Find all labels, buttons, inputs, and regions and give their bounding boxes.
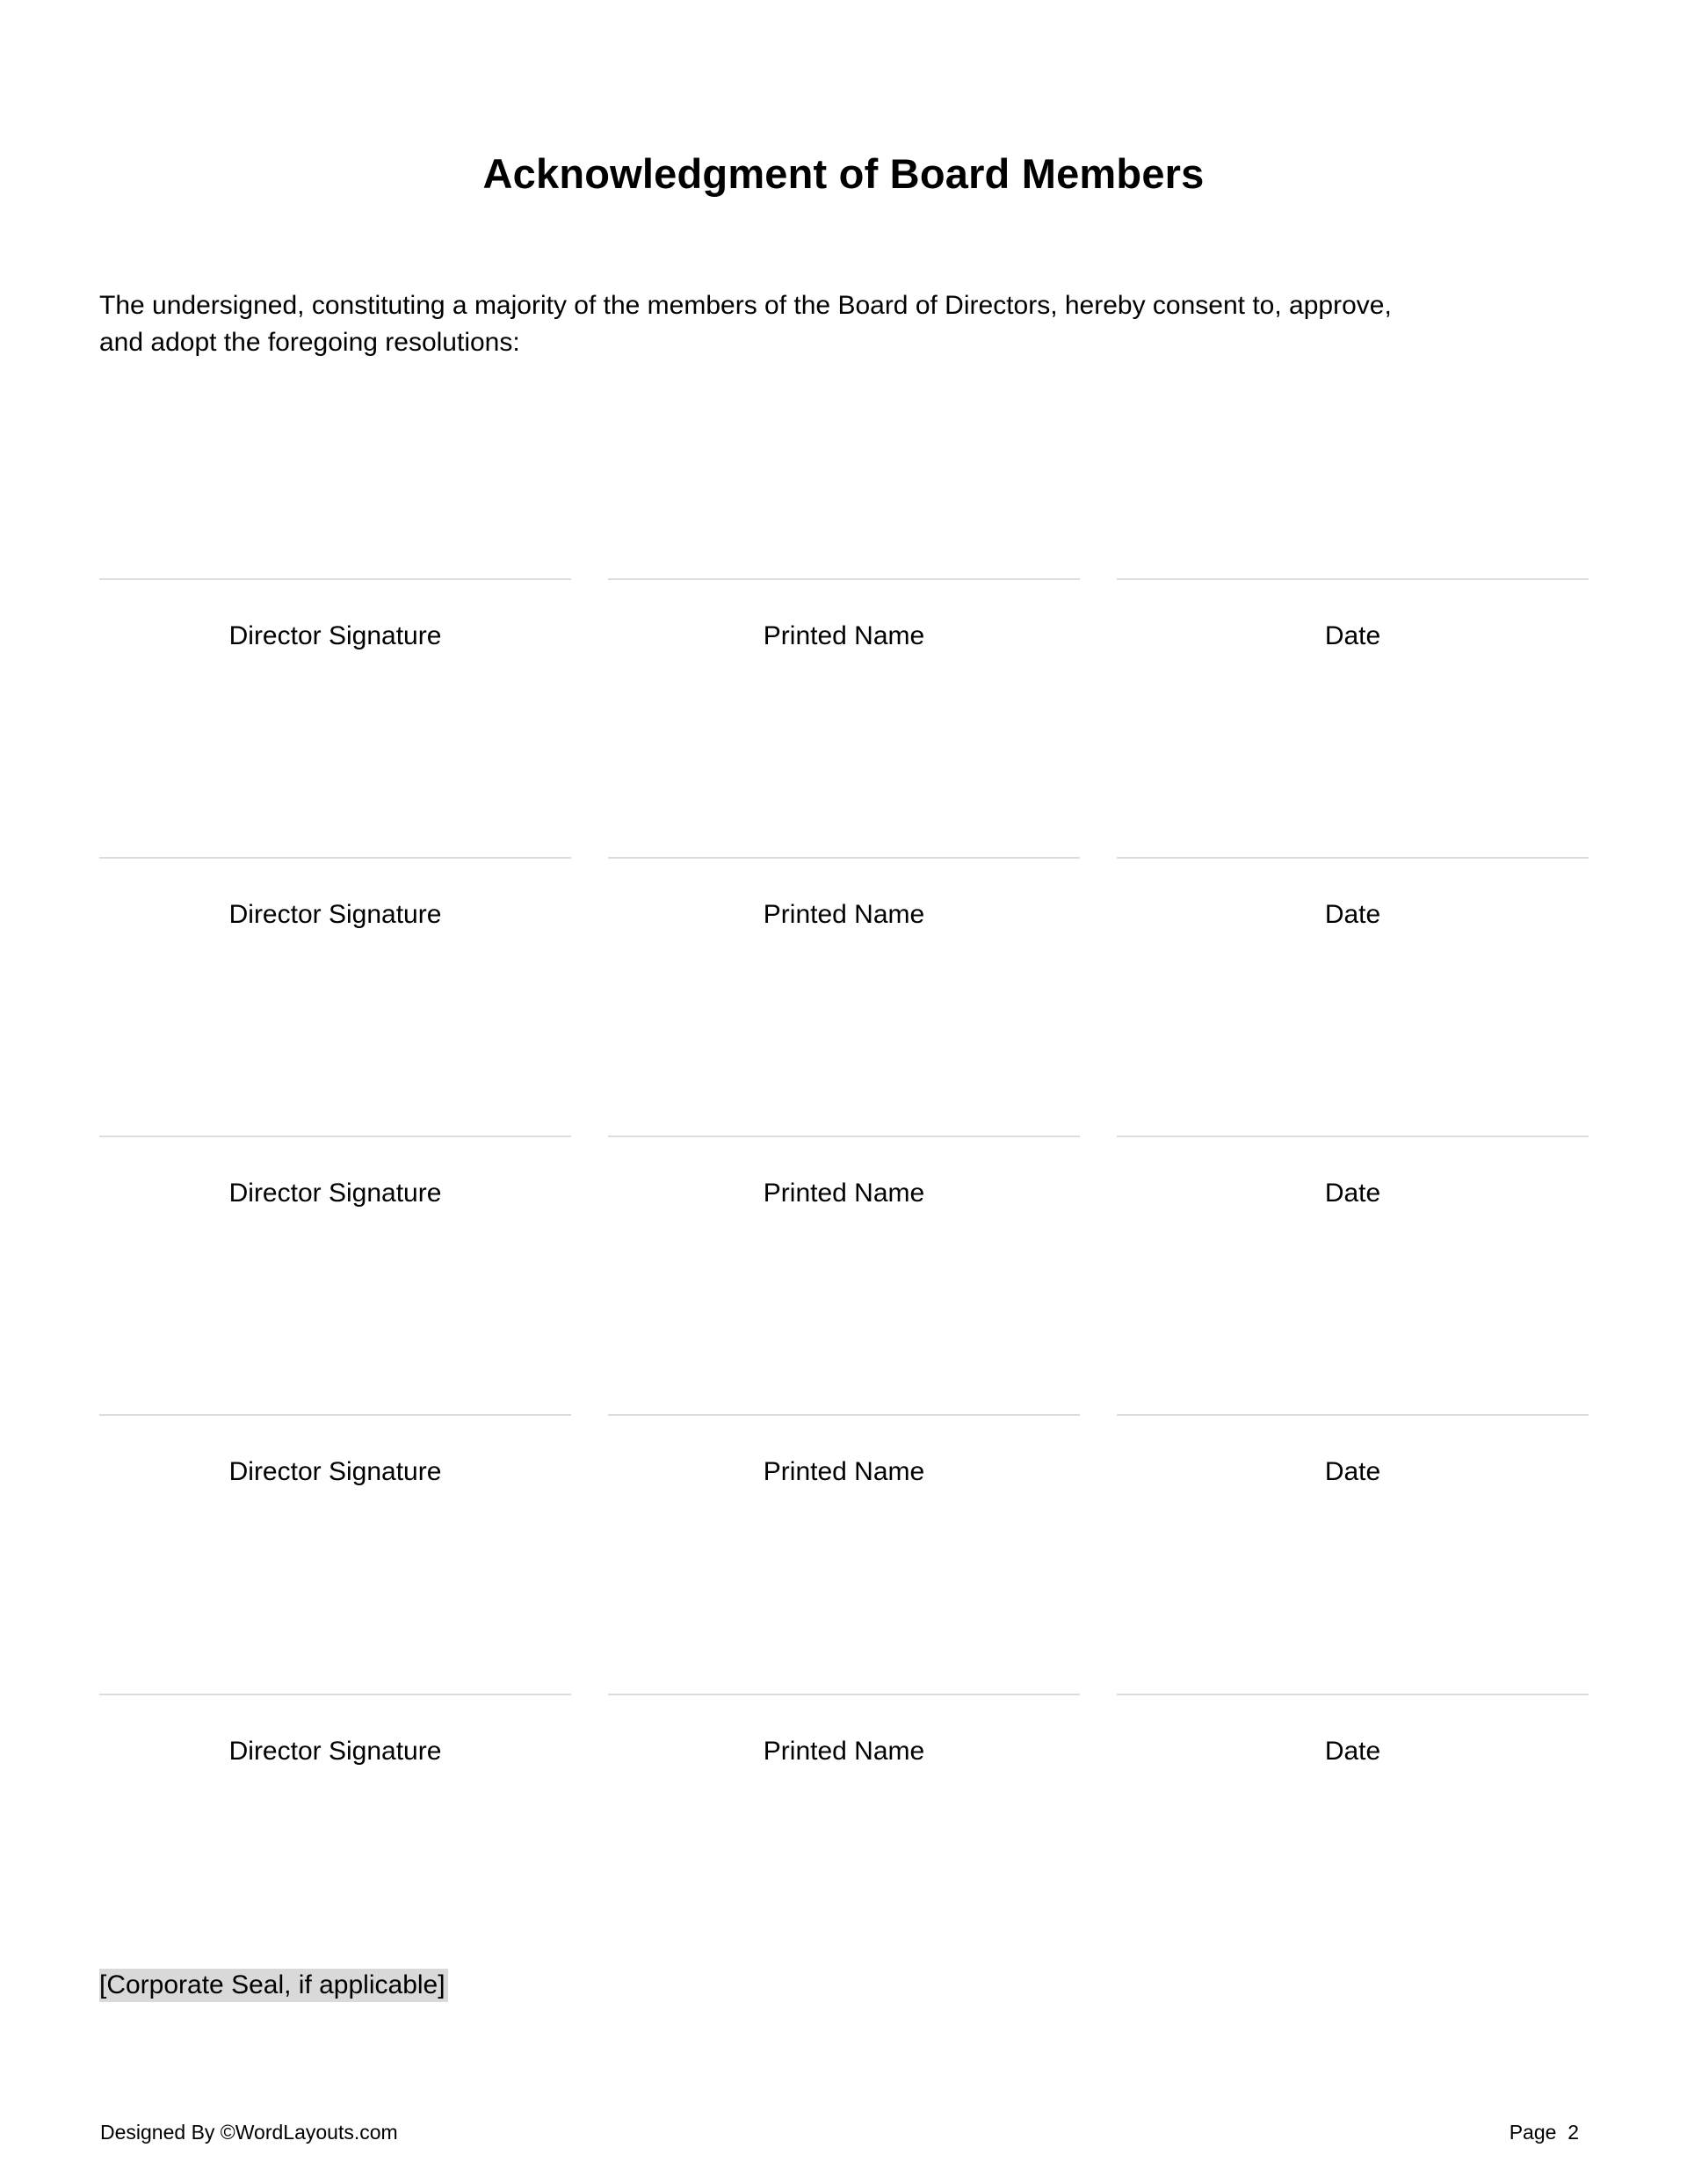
signature-line: [1117, 1694, 1589, 1695]
date-label: Date: [1324, 1737, 1381, 1766]
printed-name-field[interactable]: [608, 1414, 1080, 1520]
signature-line: [1117, 578, 1589, 580]
signature-line: [99, 1414, 571, 1416]
printed-name-field[interactable]: [608, 1694, 1080, 1799]
signature-line: [1117, 1414, 1589, 1416]
signature-row: [99, 1136, 1588, 1241]
signature-line: [99, 1136, 571, 1137]
printed-name-label: Printed Name: [763, 1179, 925, 1208]
printed-name-field[interactable]: [608, 578, 1080, 684]
signature-line: [608, 1414, 1080, 1416]
intro-line: and adopt the foregoing resolutions:: [99, 328, 520, 357]
date-label: Date: [1324, 1457, 1381, 1486]
director-signature-field[interactable]: [99, 857, 571, 962]
signature-line: [99, 578, 571, 580]
signature-line: [99, 857, 571, 859]
director-signature-field[interactable]: [99, 578, 571, 684]
signature-line: [1117, 1136, 1589, 1137]
signature-line: [608, 1136, 1080, 1137]
date-label: Date: [1324, 621, 1381, 650]
signature-row: [99, 857, 1588, 962]
footer-credit: Designed By ©WordLayouts.com: [100, 2121, 398, 2144]
director-signature-label: Director Signature: [228, 1179, 442, 1208]
date-label: Date: [1324, 1179, 1381, 1208]
director-signature-field[interactable]: [99, 1136, 571, 1241]
printed-name-label: Printed Name: [763, 900, 925, 929]
date-label: Date: [1324, 900, 1381, 929]
date-field[interactable]: [1117, 1414, 1589, 1520]
director-signature-label: Director Signature: [228, 1737, 442, 1766]
signature-line: [608, 1694, 1080, 1695]
page-number: Page 2: [1509, 2121, 1579, 2144]
director-signature-field[interactable]: [99, 1694, 571, 1799]
signature-line: [608, 857, 1080, 859]
date-field[interactable]: [1117, 857, 1589, 962]
director-signature-label: Director Signature: [228, 900, 442, 929]
printed-name-label: Printed Name: [763, 621, 925, 650]
date-field[interactable]: [1117, 1136, 1589, 1241]
signature-row: [99, 1414, 1588, 1520]
signature-line: [99, 1694, 571, 1695]
intro-line: The undersigned, constituting a majority of the members of the Board of Directors, hereby consent to, approve,: [99, 291, 1392, 320]
signature-line: [1117, 857, 1589, 859]
signature-line: [608, 578, 1080, 580]
date-field[interactable]: [1117, 578, 1589, 684]
document-title: Acknowledgment of Board Members: [482, 150, 1205, 197]
director-signature-label: Director Signature: [228, 621, 442, 650]
date-field[interactable]: [1117, 1694, 1589, 1799]
signature-row: [99, 1694, 1588, 1799]
signature-row: [99, 578, 1588, 684]
director-signature-label: Director Signature: [228, 1457, 442, 1486]
corporate-seal-placeholder: [Corporate Seal, if applicable]: [99, 1969, 448, 2002]
printed-name-label: Printed Name: [763, 1457, 925, 1486]
printed-name-label: Printed Name: [763, 1737, 925, 1766]
director-signature-field[interactable]: [99, 1414, 571, 1520]
printed-name-field[interactable]: [608, 1136, 1080, 1241]
intro-paragraph: [99, 287, 1593, 361]
printed-name-field[interactable]: [608, 857, 1080, 962]
